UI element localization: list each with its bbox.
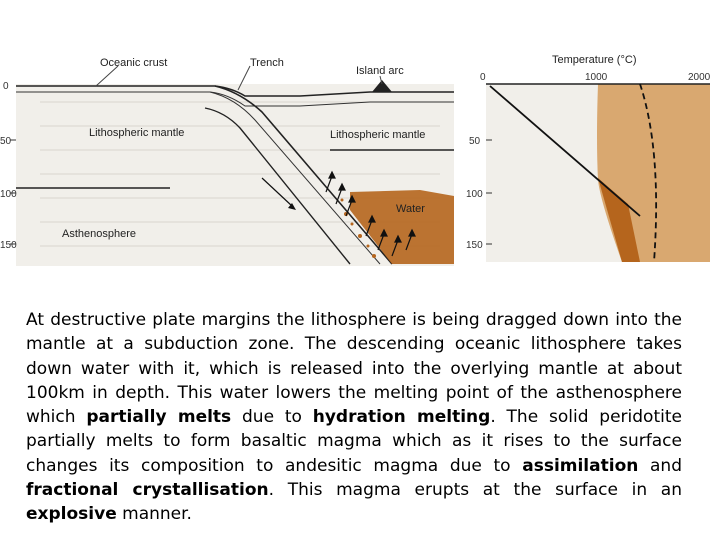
caption-text: At destructive plate margins the lithosphere is being dragged down into the mantle at a subduction zone. The descending oceanic lithosphere takes down water with it, which is released into the overlying mantle at about 100km in depth. This water lowers the melting point of the asthenosphere which — [26, 310, 682, 428]
temperature-tick: 0 — [480, 72, 486, 83]
oceanic-crust-label: Oceanic crust — [100, 57, 168, 69]
lithospheric-mantle-left-label: Lithospheric mantle — [89, 127, 185, 139]
depth-tick: 50 — [469, 136, 481, 147]
depth-tick: 0 — [3, 81, 9, 92]
temperature-tick: 1000 — [585, 72, 608, 83]
caption-text: and — [638, 455, 682, 476]
caption-text: . This magma erupts at the surface in an — [268, 480, 682, 501]
caption-text: . The solid peridotite partially melts to form basaltic magma which as it rises to the surface changes its composition to andesitic magma due to — [26, 407, 682, 476]
temperature-tick: 2000 — [688, 72, 711, 83]
caption-text: due to — [231, 407, 313, 428]
solidus-region — [597, 84, 710, 262]
temperature-panel — [466, 54, 711, 262]
depth-tick: 150 — [0, 240, 17, 251]
lithospheric-mantle-right-label: Lithospheric mantle — [330, 129, 426, 141]
temperature-axis — [480, 54, 711, 83]
caption-text: manner. — [116, 504, 192, 525]
caption-bold-term: fractional crystallisation — [26, 480, 269, 501]
depth-tick: 100 — [0, 189, 17, 200]
temperature-title: Temperature (°C) — [552, 54, 637, 66]
caption-bold-term: hydration melting — [312, 407, 491, 428]
asthenosphere-label: Asthenosphere — [62, 228, 136, 240]
depth-tick: 150 — [466, 240, 483, 251]
water-label: Water — [396, 203, 425, 215]
caption-bold-term: explosive — [26, 504, 117, 525]
caption-paragraph — [26, 308, 682, 527]
cross-section-panel — [0, 57, 454, 266]
depth-tick: 50 — [0, 136, 12, 147]
trench-label: Trench — [250, 57, 284, 69]
caption-bold-term: assimilation — [522, 455, 639, 476]
depth-tick: 100 — [466, 189, 483, 200]
cross-section-depth-axis — [0, 81, 17, 251]
island-arc-label: Island arc — [356, 65, 404, 77]
caption-bold-term: partially melts — [86, 407, 232, 428]
